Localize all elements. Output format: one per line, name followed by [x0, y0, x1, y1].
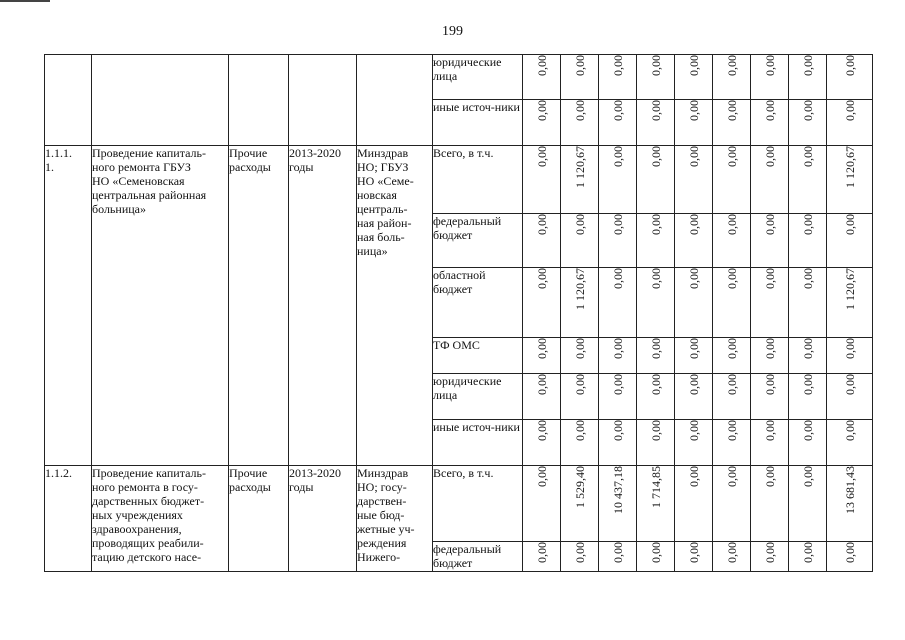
funding-source: федеральный бюджет — [433, 214, 502, 242]
value-cell — [637, 214, 675, 268]
value-cell — [675, 100, 713, 146]
value-cell — [751, 420, 789, 466]
value: 0,00 — [724, 338, 739, 359]
value-cell — [523, 268, 561, 338]
executor-cell — [357, 146, 433, 466]
executor: реждения — [357, 536, 407, 550]
value-cell — [789, 542, 827, 572]
expense-type: расходы — [229, 160, 271, 174]
value-cell — [637, 100, 675, 146]
value: 13 681,43 — [842, 466, 857, 514]
value-cell — [675, 268, 713, 338]
value: 0,00 — [610, 214, 625, 235]
value-cell — [637, 55, 675, 100]
expense-type-cell — [229, 146, 289, 466]
executor: НО; госу- — [357, 480, 407, 494]
value-cell — [789, 214, 827, 268]
value: 0,00 — [534, 338, 549, 359]
value: 0,00 — [800, 100, 815, 121]
value: 0,00 — [800, 542, 815, 563]
blank-number-cell — [45, 55, 92, 146]
value-cell — [827, 146, 873, 214]
period: 2013-2020 годы — [289, 146, 341, 174]
executor: новская — [357, 188, 397, 202]
value: 0,00 — [534, 542, 549, 563]
value-cell — [751, 55, 789, 100]
value: 0,00 — [800, 268, 815, 289]
value-cell — [713, 146, 751, 214]
value: 1 714,85 — [648, 466, 663, 508]
value: 0,00 — [724, 420, 739, 441]
value: 1 529,40 — [572, 466, 587, 508]
funding-source: юридические лица — [433, 55, 502, 83]
value: 0,00 — [800, 338, 815, 359]
value: 0,00 — [610, 100, 625, 121]
value-cell — [637, 374, 675, 420]
executor: ница» — [357, 244, 388, 258]
value-cell — [827, 100, 873, 146]
value-cell — [751, 100, 789, 146]
funding-source-cell — [433, 420, 523, 466]
value-cell — [675, 146, 713, 214]
period-cell — [289, 146, 357, 466]
value-cell — [675, 338, 713, 374]
value: 0,00 — [648, 268, 663, 289]
value: 0,00 — [800, 466, 815, 487]
value: 0,00 — [724, 542, 739, 563]
value: 0,00 — [610, 338, 625, 359]
item-description: дарственных бюджет- — [92, 494, 205, 508]
executor: НО «Семе- — [357, 174, 414, 188]
item-description: Проведение капиталь- — [92, 146, 206, 160]
value-cell — [713, 338, 751, 374]
value: 0,00 — [762, 420, 777, 441]
value: 0,00 — [724, 466, 739, 487]
value-cell — [561, 542, 599, 572]
value-cell — [599, 214, 637, 268]
value-cell — [637, 420, 675, 466]
value-cell — [713, 214, 751, 268]
value: 0,00 — [686, 466, 701, 487]
value-cell — [561, 420, 599, 466]
value-cell — [675, 466, 713, 542]
value-cell — [599, 338, 637, 374]
value: 0,00 — [842, 420, 857, 441]
value: 0,00 — [842, 338, 857, 359]
value: 0,00 — [800, 420, 815, 441]
item-number: 1. — [45, 160, 54, 174]
value: 0,00 — [534, 146, 549, 167]
value: 0,00 — [572, 214, 587, 235]
value-cell — [637, 542, 675, 572]
blank-executor-cell — [357, 55, 433, 146]
funding-source: иные источ-ники — [433, 420, 520, 434]
executor: ная боль- — [357, 230, 405, 244]
item-description: Проведение капиталь- — [92, 466, 206, 480]
table-row — [45, 466, 873, 542]
executor: Нижего- — [357, 550, 401, 564]
value: 0,00 — [686, 338, 701, 359]
value-cell — [523, 374, 561, 420]
value-cell — [675, 374, 713, 420]
item-number: 1.1.2. — [45, 466, 72, 480]
item-number: 1.1.1. — [45, 146, 72, 160]
value: 0,00 — [724, 268, 739, 289]
value: 0,00 — [610, 542, 625, 563]
value: 0,00 — [534, 100, 549, 121]
value-cell — [789, 420, 827, 466]
value: 0,00 — [842, 100, 857, 121]
value: 0,00 — [686, 100, 701, 121]
value-cell — [561, 466, 599, 542]
value: 0,00 — [800, 214, 815, 235]
value: 0,00 — [610, 420, 625, 441]
value: 0,00 — [648, 100, 663, 121]
item-description: тацию детского насе- — [92, 550, 202, 564]
value-cell — [599, 420, 637, 466]
value: 0,00 — [686, 146, 701, 167]
value-cell — [523, 466, 561, 542]
value: 0,00 — [686, 420, 701, 441]
value-cell — [561, 268, 599, 338]
funding-source-cell — [433, 268, 523, 338]
value-cell — [713, 100, 751, 146]
value-cell — [713, 542, 751, 572]
value-cell — [675, 542, 713, 572]
value: 0,00 — [648, 420, 663, 441]
value-cell — [789, 374, 827, 420]
item-description: ных учреждениях — [92, 508, 183, 522]
executor: НО; ГБУЗ — [357, 160, 409, 174]
period-cell — [289, 466, 357, 572]
item-description-cell — [92, 466, 229, 572]
value-cell — [599, 466, 637, 542]
value: 0,00 — [842, 214, 857, 235]
value: 0,00 — [762, 338, 777, 359]
funding-source-cell — [433, 55, 523, 100]
value: 0,00 — [648, 55, 663, 76]
value-cell — [561, 146, 599, 214]
value: 0,00 — [800, 146, 815, 167]
value-cell — [751, 338, 789, 374]
value-cell — [713, 268, 751, 338]
executor: ные бюд- — [357, 508, 405, 522]
expense-type: Прочие — [229, 146, 268, 160]
item-description: ного ремонта ГБУЗ — [92, 160, 191, 174]
funding-source: юридические лица — [433, 374, 502, 402]
funding-source: областной бюджет — [433, 268, 486, 296]
value-cell — [827, 542, 873, 572]
item-description: НО «Семеновская — [92, 174, 185, 188]
funding-source-cell — [433, 466, 523, 542]
value: 0,00 — [610, 55, 625, 76]
executor: ная район- — [357, 216, 412, 230]
item-description: здравоохранения, — [92, 522, 182, 536]
value: 0,00 — [534, 55, 549, 76]
value-cell — [599, 542, 637, 572]
item-description: ного ремонта в госу- — [92, 480, 198, 494]
funding-source-cell — [433, 214, 523, 268]
value: 0,00 — [762, 146, 777, 167]
value: 0,00 — [610, 268, 625, 289]
value-cell — [789, 146, 827, 214]
funding-source: иные источ-ники — [433, 100, 520, 114]
value: 0,00 — [572, 100, 587, 121]
expense-type: расходы — [229, 480, 271, 494]
item-number-cell — [45, 466, 92, 572]
value: 0,00 — [762, 100, 777, 121]
executor: централь- — [357, 202, 408, 216]
value-cell — [751, 214, 789, 268]
value: 0,00 — [534, 214, 549, 235]
value-cell — [637, 146, 675, 214]
value: 1 120,67 — [842, 268, 857, 310]
funding-source: Всего, в т.ч. — [433, 466, 494, 480]
value: 0,00 — [724, 374, 739, 395]
value: 0,00 — [648, 374, 663, 395]
item-description: центральная районная — [92, 188, 207, 202]
blank-period-cell — [289, 55, 357, 146]
value-cell — [523, 420, 561, 466]
table-row — [45, 55, 873, 100]
value-cell — [599, 374, 637, 420]
item-description: проводящих реабили- — [92, 536, 204, 550]
value-cell — [561, 338, 599, 374]
value-cell — [561, 374, 599, 420]
value-cell — [675, 420, 713, 466]
value: 0,00 — [648, 542, 663, 563]
value: 1 120,67 — [842, 146, 857, 188]
value: 0,00 — [762, 466, 777, 487]
value: 0,00 — [572, 542, 587, 563]
value: 0,00 — [686, 268, 701, 289]
value-cell — [713, 420, 751, 466]
value-cell — [637, 466, 675, 542]
value: 0,00 — [800, 374, 815, 395]
table-row — [45, 146, 873, 214]
value-cell — [827, 466, 873, 542]
value-cell — [827, 268, 873, 338]
value-cell — [827, 338, 873, 374]
item-description: больница» — [92, 202, 146, 216]
funding-source-cell — [433, 542, 523, 572]
value: 1 120,67 — [572, 146, 587, 188]
value: 0,00 — [686, 214, 701, 235]
value-cell — [561, 214, 599, 268]
value-cell — [751, 466, 789, 542]
executor: Минздрав — [357, 466, 409, 480]
page-number: 199 — [442, 24, 463, 39]
value-cell — [523, 338, 561, 374]
value-cell — [789, 338, 827, 374]
value: 0,00 — [762, 55, 777, 76]
value: 0,00 — [534, 374, 549, 395]
value: 0,00 — [610, 374, 625, 395]
value: 0,00 — [724, 55, 739, 76]
value-cell — [827, 214, 873, 268]
expense-type: Прочие — [229, 466, 268, 480]
value-cell — [827, 374, 873, 420]
value-cell — [523, 100, 561, 146]
value-cell — [561, 100, 599, 146]
value-cell — [827, 420, 873, 466]
value-cell — [599, 146, 637, 214]
value-cell — [637, 338, 675, 374]
value: 0,00 — [572, 55, 587, 76]
value: 0,00 — [762, 374, 777, 395]
value-cell — [523, 55, 561, 100]
value-cell — [827, 55, 873, 100]
value: 0,00 — [842, 374, 857, 395]
value-cell — [599, 55, 637, 100]
item-number-cell — [45, 146, 92, 466]
value: 0,00 — [686, 55, 701, 76]
table-body — [45, 55, 873, 572]
value: 0,00 — [610, 146, 625, 167]
value-cell — [713, 374, 751, 420]
value-cell — [789, 55, 827, 100]
period: 2013-2020 годы — [289, 466, 341, 494]
value-cell — [713, 466, 751, 542]
executor: жетные уч- — [357, 522, 415, 536]
value-cell — [561, 55, 599, 100]
value: 0,00 — [534, 420, 549, 441]
value: 0,00 — [762, 542, 777, 563]
value: 0,00 — [572, 338, 587, 359]
value-cell — [599, 100, 637, 146]
value: 0,00 — [686, 542, 701, 563]
item-description-cell — [92, 146, 229, 466]
executor: Минздрав — [357, 146, 409, 160]
funding-source: Всего, в т.ч. — [433, 146, 494, 160]
value: 0,00 — [572, 374, 587, 395]
funding-source-cell — [433, 146, 523, 214]
value-cell — [751, 542, 789, 572]
blank-description-cell — [92, 55, 229, 146]
value: 0,00 — [842, 542, 857, 563]
blank-type-cell — [229, 55, 289, 146]
value: 0,00 — [762, 214, 777, 235]
value-cell — [523, 146, 561, 214]
value: 0,00 — [534, 466, 549, 487]
funding-source: федеральный бюджет — [433, 542, 502, 570]
value: 0,00 — [572, 420, 587, 441]
value: 0,00 — [762, 268, 777, 289]
expense-type-cell — [229, 466, 289, 572]
value-cell — [751, 374, 789, 420]
value-cell — [599, 268, 637, 338]
value: 0,00 — [686, 374, 701, 395]
value-cell — [789, 466, 827, 542]
funding-source-cell — [433, 374, 523, 420]
value: 0,00 — [800, 55, 815, 76]
value: 0,00 — [648, 146, 663, 167]
value: 1 120,67 — [572, 268, 587, 310]
value-cell — [789, 100, 827, 146]
value: 0,00 — [724, 100, 739, 121]
funding-source-cell — [433, 100, 523, 146]
value-cell — [751, 146, 789, 214]
executor-cell — [357, 466, 433, 572]
value: 0,00 — [842, 55, 857, 76]
value-cell — [637, 268, 675, 338]
budget-table — [44, 54, 873, 572]
value: 10 437,18 — [610, 466, 625, 514]
value: 0,00 — [648, 214, 663, 235]
value: 0,00 — [534, 268, 549, 289]
value-cell — [675, 214, 713, 268]
executor: дарствен- — [357, 494, 407, 508]
value-cell — [789, 268, 827, 338]
funding-source-cell — [433, 338, 523, 374]
value-cell — [675, 55, 713, 100]
value: 0,00 — [724, 146, 739, 167]
value: 0,00 — [648, 338, 663, 359]
value-cell — [523, 542, 561, 572]
value: 0,00 — [724, 214, 739, 235]
value-cell — [751, 268, 789, 338]
top-edge-line — [0, 0, 50, 2]
value-cell — [523, 214, 561, 268]
funding-source: ТФ ОМС — [433, 338, 480, 352]
value-cell — [713, 55, 751, 100]
